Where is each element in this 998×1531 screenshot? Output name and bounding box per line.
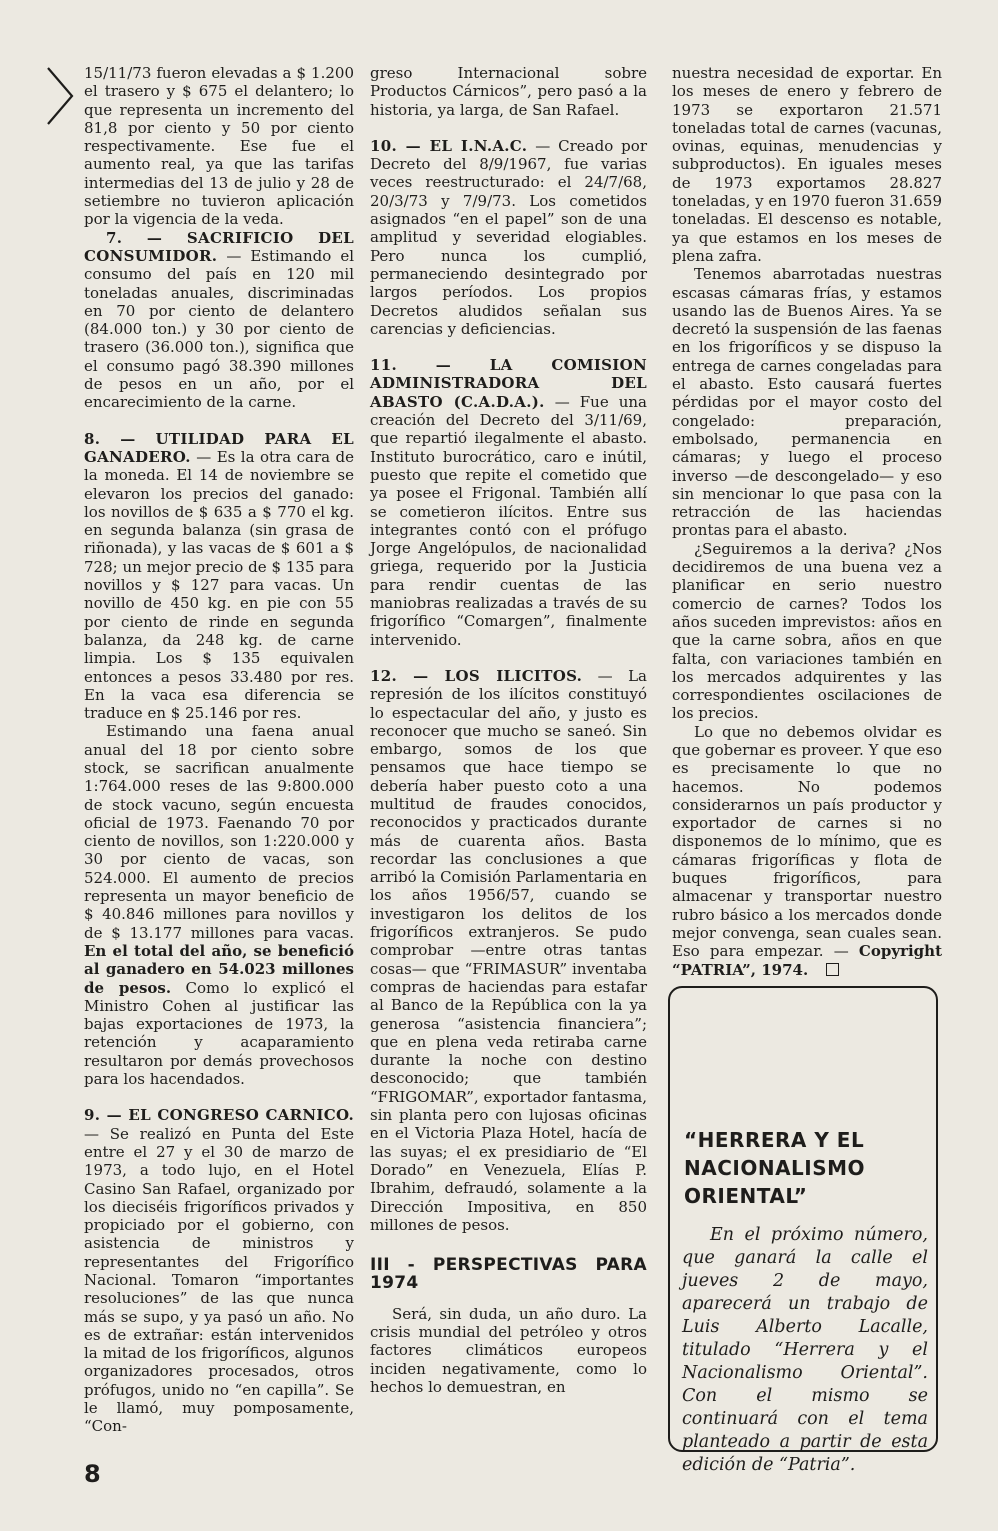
announcement-title: “HERRERA Y EL NACIONALISMO ORIENTAL” [684, 1128, 866, 1208]
paragraph: nuestra necesidad de exportar. En los meses de enero y febrero de 1973 se exportaron 21.571 toneladas total de carnes (vacunas, ovinas, equinas, menudencias y subproductos). En iguales meses de 1973 exportamos 28.827 toneladas, y en 1970 fueron 31.659 toneladas. El descenso es notable, ya que estamos en los meses de plena zafra. [672, 64, 942, 265]
section-7: 7. — SACRIFICIO DEL CONSUMIDOR. — Estimando el consumo del país en 120 mil toneladas anuales, discriminadas en 70 por ciento de delantero (84.000 ton.) y 30 por ciento de trasero (36.000 ton.), significa que el consumo pagó 38.390 millones de pesos en un año, por el encarecimiento de la carne. [84, 228, 354, 412]
copyright: Copyright “PATRIA”, 1974. [672, 942, 942, 979]
section-heading: 7. — SACRIFICIO DEL CONSUMIDOR. [84, 228, 354, 265]
paragraph: greso Internacional sobre Productos Cárnicos”, pero pasó a la historia, ya larga, de San Rafael. [370, 64, 647, 119]
section-heading: 10. — EL I.N.A.C. [370, 136, 528, 155]
paragraph: Será, sin duda, un año duro. La crisis mundial del petróleo y otros factores climáticos europeos inciden negativamente, como lo hechos lo demuestran, en [370, 1304, 647, 1396]
section-heading: 9. — EL CONGRESO CARNICO. [84, 1106, 354, 1125]
paragraph: Lo que no debemos olvidar es que gobernar es proveer. Y que eso es precisamente lo que no hacemos. No podemos considerarnos un país productor y exportador de carnes si no disponemos de lo mínimo, que es cámaras frigoríficas y flota de buques frigoríficos, para almacenar y transportar nuestro rubro básico a los mercados donde mejor convenga, sean cuales sean. Eso para empezar. — Copyright “PATRIA”, 1974. [672, 722, 942, 979]
section-heading: 12. — LOS ILICITOS. [370, 666, 583, 685]
paragraph: 15/11/73 fueron elevadas a $ 1.200 el trasero y $ 675 el delantero; lo que representa un incremento del 81,8 por ciento y 50 por ciento respectivamente. Ese fue el aumento real, ya que las tarifas intermedias del 13 de julio y 28 de setiembre no tuvieron aplicación por la vigencia de la veda. [84, 64, 354, 229]
column-1 [84, 64, 354, 1436]
paragraph: ¿Seguiremos a la deriva? ¿Nos decidiremos de una buena vez a planificar en serio nuestro comercio de carnes? Todos los años suceden imprevistos: años en que la carne sobra, años en que falta, con variaciones también en los mercados adquirentes y las correspondientes oscilaciones de los precios. [672, 539, 942, 723]
section-heading: 11. — LA COMISION ADMINISTRADORA DEL ABASTO (C.A.D.A.). [370, 356, 647, 411]
section-8: 8. — UTILIDAD PARA EL GANADERO. — Es la otra cara de la moneda. El 14 de noviembre se elevaron los precios del ganado: los novillos de $ 635 a $ 770 el kg. en segunda balanza (sin grasa de riñonada), y las vacas de $ 601 a $ 728; un mejor precio de $ 135 para novillos y $ 127 para vacas. Un novillo de 450 kg. en pie con 55 por ciento de rinde en segunda balanza, da 248 kg. de carne limpia. Los $ 135 equivalen entonces a pesos 33.480 por res. En la vaca esa diferencia se traduce en $ 25.146 por res. [84, 429, 354, 723]
end-mark-icon [826, 963, 839, 976]
section-10: 10. — EL I.N.A.C. — Creado por Decreto del 8/9/1967, fue varias veces reestructurado: el 24/7/68, 20/3/73 y 7/9/73. Los cometidos asignados “en el papel” son de una amplitud y severidad elogiables. Pero nunca los cumplió, permaneciendo desintegrado por largos períodos. Los propios Decretos aludidos señalan sus carencias y deficiencias. [370, 136, 647, 338]
section-heading: 8. — UTILIDAD PARA EL GANADERO. [84, 429, 354, 466]
paragraph: Tenemos abarrotadas nuestras escasas cámaras frías, y estamos usando las de Buenos Aires. Ya se decretó la suspensión de las faenas en los frigoríficos y se dispuso la entrega de carnes congeladas para el abasto. Esto causará fuertes pérdidas por el mayor costo del congelado: preparación, embolsado, permanencia en cámaras; y luego el proceso inverso —de descongelado— y eso sin mencionar lo que pasa con la retracción de las haciendas prontas para el abasto. [672, 265, 942, 540]
announcement-text: En el próximo número, que ganará la calle el jueves 2 de mayo, aparecerá un trabajo de Luis Alberto Lacalle, titulado “Herrera y el Nacionalismo Oriental”. Con el mismo se continuará con el tema planteado a partir de esta edición de “Patria”. [682, 1225, 928, 1475]
page-number: 8 [84, 1460, 101, 1488]
continuation-chevron-icon [46, 66, 76, 126]
section-11: 11. — LA COMISION ADMINISTRADORA DEL ABASTO (C.A.D.A.). — Fue una creación del Decreto del 3/11/69, que repartió ilegalmente el abasto. Instituto burocrático, caro e inútil, puesto que repite el cometido que ya posee el Frigonal. También allí se cometieron ilícitos. Entre sus integrantes contó con el prófugo Jorge Angelópulos, de nacionalidad griega, requerido por la Justicia para rendir cuentas de las maniobras realizadas a través de su frigorífico “Comargen”, finalmente intervenido. [370, 356, 648, 649]
column-3 [672, 64, 942, 979]
section-12: 12. — LOS ILICITOS. — La represión de los ilícitos constituyó lo espectacular del año, y justo es reconocer que mucho se saneó. Sin embargo, somos de los que pensamos que hace tiempo se debería haber puesto coto a una multitud de fraudes conocidos, reconocidos y practicados durante más de cuarenta años. Basta recordar las conclusiones a que arribó la Comisión Parlamentaria en los años 1956/57, cuando se investigaron los delitos de los frigoríficos extranjeros. Se pudo comprobar —entre otras tantas cosas— que “FRIMASUR” inventaba compras de haciendas para estafar al Banco de la República con la ya generosa “asistencia financiera”; que en plena veda retiraba carne durante la noche con destino desconocido; que también “FRIGOMAR”, exportador fantasma, sin planta pero con lujosas oficinas en el Victoria Plaza Hotel, hacía de las suyas; el ex presidiario de “El Dorado” en Venezuela, Elías P. Ibrahim, defraudó, solamente a la Dirección Impositiva, en 850 millones de pesos. [370, 666, 647, 1234]
announcement-box [668, 986, 938, 1475]
paragraph: Estimando una faena anual anual del 18 por ciento sobre stock, se sacrifican anualmente 1:764.000 reses de las 9:800.000 de stock vacuno, según encuesta oficial de 1973. Faenando 70 por ciento de novillos, son 1:220.000 y 30 por ciento de vacas, son 524.000. El aumento de precios representa un mayor beneficio de $ 40.846 millones para novillos y de $ 13.177 millones para vacas. En el total del año, se benefició al ganadero en 54.023 millones de pesos. Como lo explicó el Ministro Cohen al justificar las bajas exportaciones de 1973, la retención y acaparamiento resultaron por demás provechosos para los hacendados. [84, 722, 354, 1089]
section-9: 9. — EL CONGRESO CARNICO. — Se realizó en Punta del Este entre el 27 y el 30 de marzo de 1973, a todo lujo, en el Hotel Casino San Rafael, organizado por los dieciséis frigoríficos privados y propiciado por el gobierno, con asistencia de ministros y representantes del Frigorífico Nacional. Tomaron “importantes resoluciones” de las que nunca más se supo, y ya pasó un año. No es de extrañar: están intervenidos la mitad de los frigoríficos, algunos organizadores procesados, otros prófugos, unido no “en capilla”. Se le llamó, muy pomposamente, “Con- [84, 1106, 354, 1436]
column-2 [370, 64, 647, 1396]
section-title: III - PERSPECTIVAS PARA 1974 [370, 1255, 647, 1294]
